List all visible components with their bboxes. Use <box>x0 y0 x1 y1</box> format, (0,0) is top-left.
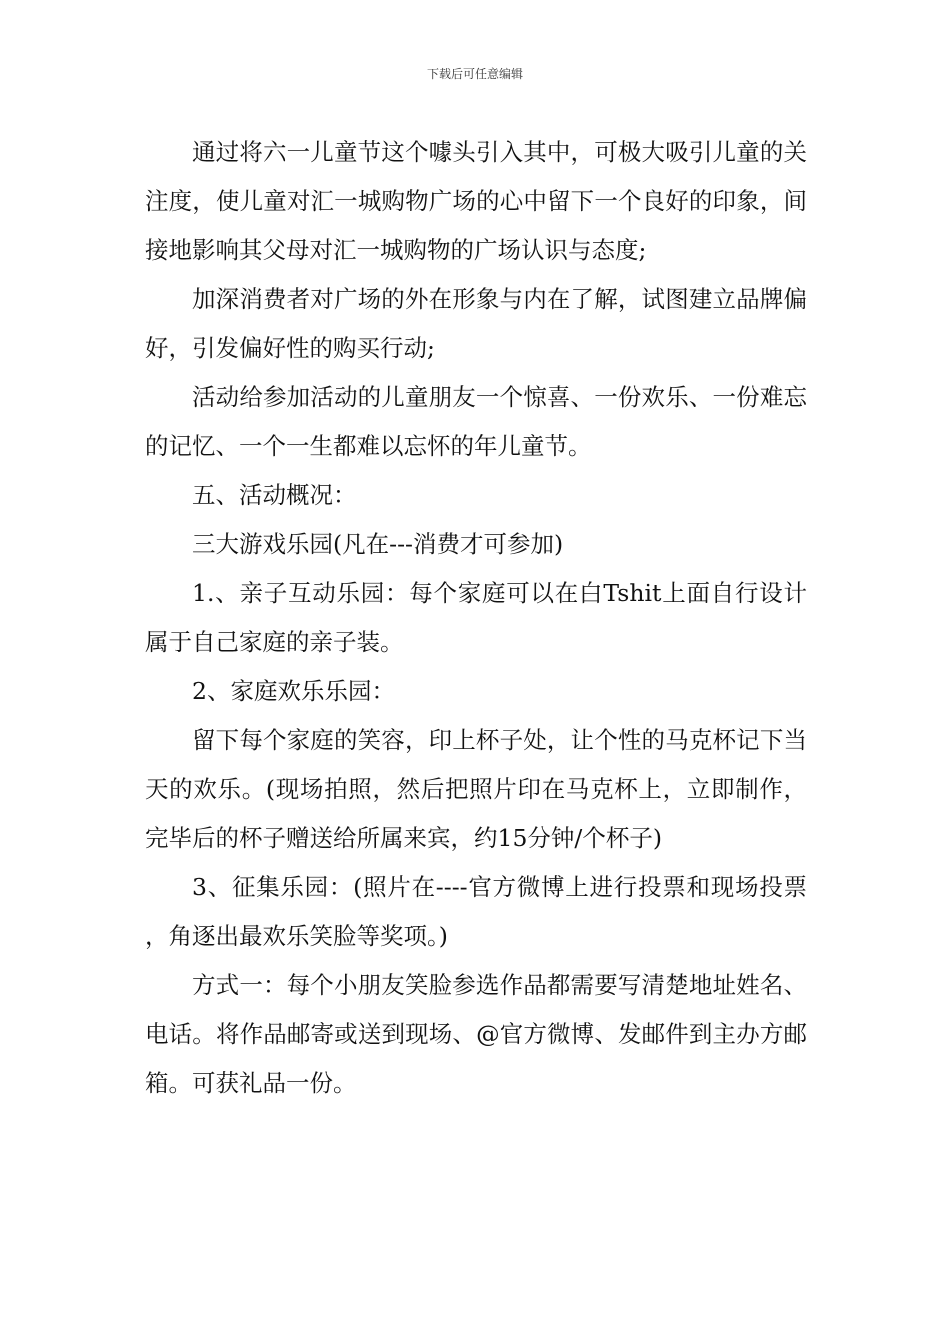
paragraph-purpose-children: 通过将六一儿童节这个噱头引入其中，可极大吸引儿童的关注度，使儿童对汇一城购物广场的心中留下一个良好的印象，间接地影响其父母对汇一城购物的广场认识与态度; <box>145 138 807 264</box>
paragraph-purpose-surprise: 活动给参加活动的儿童朋友一个惊喜、一份欢乐、一份难忘的记忆、一个一生都难以忘怀的年儿童节。 <box>145 383 807 460</box>
paragraph-three-parks: 三大游戏乐园(凡在---消费才可参加) <box>192 530 564 558</box>
paragraph-park-1: 1.、亲子互动乐园：每个家庭可以在白Tshit上面自行设计属于自己家庭的亲子装。 <box>145 579 807 656</box>
paragraph-method-1: 方式一：每个小朋友笑脸参选作品都需要写清楚地址姓名、电话。将作品邮寄或送到现场、@官方微博、发邮件到主办方邮箱。可获礼品一份。 <box>145 971 807 1097</box>
paragraph-park-3: 3、征集乐园：(照片在----官方微博上进行投票和现场投票，角逐出最欢乐笑脸等奖项。) <box>145 873 807 950</box>
section-heading-overview: 五、活动概况： <box>192 481 357 509</box>
paragraph-park-2-title: 2、家庭欢乐乐园： <box>192 677 395 705</box>
page-header: 下载后可任意编辑 <box>426 67 523 81</box>
paragraph-park-2-detail: 留下每个家庭的笑容，印上杯子处，让个性的马克杯记下当天的欢乐。(现场拍照，然后把照片印在马克杯上，立即制作，完毕后的杯子赠送给所属来宾，约15分钟/个杯子) <box>145 726 807 852</box>
paragraph-purpose-brand: 加深消费者对广场的外在形象与内在了解，试图建立品牌偏好，引发偏好性的购买行动; <box>145 285 807 362</box>
document-body <box>145 128 807 1108</box>
